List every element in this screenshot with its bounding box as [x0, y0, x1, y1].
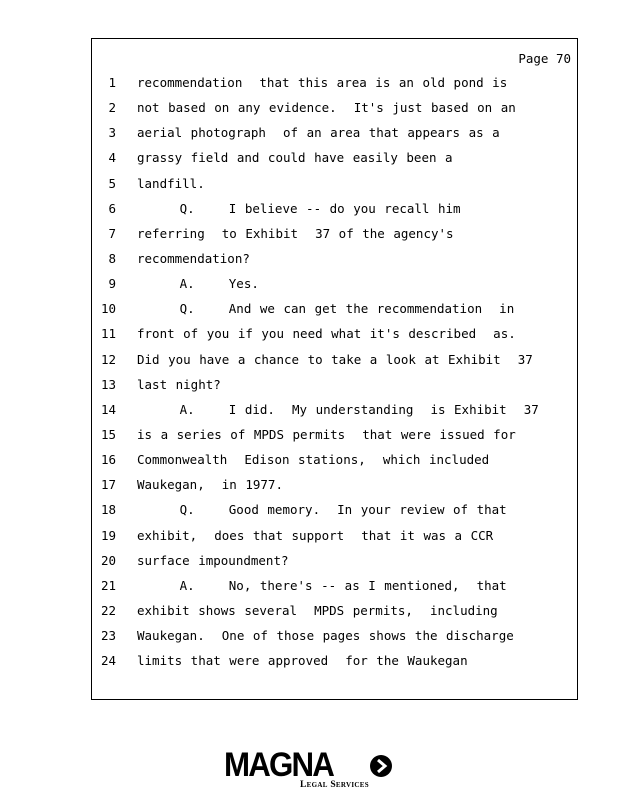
- line-number: 4: [108, 150, 116, 166]
- transcript-line: [92, 397, 577, 422]
- line-number: 21: [100, 577, 116, 593]
- line-number: 14: [100, 401, 116, 417]
- line-text: exhibit shows several MPDS permits, including: [137, 602, 498, 618]
- transcript-line: [92, 497, 577, 522]
- line-number: 22: [100, 602, 116, 618]
- line-number: 20: [100, 552, 116, 568]
- line-text: aerial photograph of an area that appears as a: [137, 125, 500, 141]
- line-text: A. No, there's -- as I mentioned, that: [137, 577, 507, 593]
- arrow-right-circle-icon: [369, 754, 393, 778]
- transcript-line: [92, 623, 577, 648]
- line-text: surface impoundment?: [137, 552, 289, 568]
- line-text: landfill.: [137, 175, 205, 191]
- line-number: 6: [108, 200, 116, 216]
- line-text: Waukegan, in 1977.: [137, 477, 283, 493]
- line-number: 9: [108, 276, 116, 292]
- magna-logo: [224, 748, 396, 792]
- line-text: not based on any evidence. It's just based on an: [137, 100, 516, 116]
- logo-subtitle: Legal Services: [300, 780, 369, 790]
- transcript-line: [92, 70, 577, 95]
- line-text: limits that were approved for the Waukegan: [137, 653, 468, 669]
- line-number: 7: [108, 225, 116, 241]
- page-number: Page 70: [518, 51, 571, 66]
- line-number: 1: [108, 75, 116, 90]
- line-number: 12: [100, 351, 116, 367]
- transcript-line: [92, 648, 577, 673]
- transcript-line: [92, 598, 577, 623]
- transcript-line: [92, 171, 577, 196]
- line-text: A. I did. My understanding is Exhibit 37: [137, 401, 539, 417]
- line-text: Waukegan. One of those pages shows the discharge: [137, 628, 514, 644]
- transcript-lines: [92, 70, 577, 673]
- line-text: recommendation that this area is an old pond is: [137, 75, 508, 90]
- line-number: 19: [100, 527, 116, 543]
- line-text: grassy field and could have easily been a: [137, 150, 453, 166]
- line-text: exhibit, does that support that it was a CCR: [137, 527, 494, 543]
- transcript-line: [92, 221, 577, 246]
- transcript-line: [92, 196, 577, 221]
- line-text: last night?: [137, 376, 221, 392]
- line-number: 11: [100, 326, 116, 342]
- line-text: Q. And we can get the recommendation in: [137, 301, 515, 317]
- transcript-line: [92, 271, 577, 296]
- line-number: 13: [100, 376, 116, 392]
- line-text: Did you have a chance to take a look at Exhibit 37: [137, 351, 533, 367]
- transcript-line: [92, 321, 577, 346]
- line-number: 8: [108, 250, 116, 266]
- line-number: 2: [108, 100, 116, 116]
- transcript-line: [92, 447, 577, 472]
- transcript-line: [92, 472, 577, 497]
- line-number: 10: [100, 301, 116, 317]
- line-text: referring to Exhibit 37 of the agency's: [137, 225, 454, 241]
- transcript-line: [92, 372, 577, 397]
- transcript-line: [92, 296, 577, 321]
- line-number: 24: [100, 653, 116, 669]
- line-number: 23: [100, 628, 116, 644]
- line-text: Commonwealth Edison stations, which included: [137, 452, 490, 468]
- transcript-line: [92, 246, 577, 271]
- line-number: 3: [108, 125, 116, 141]
- logo-wordmark: MAGNA: [224, 746, 333, 784]
- line-number: 5: [108, 175, 116, 191]
- line-text: front of you if you need what it's described as.: [137, 326, 516, 342]
- transcript-line: [92, 523, 577, 548]
- line-number: 17: [100, 477, 116, 493]
- transcript-line: [92, 548, 577, 573]
- line-text: recommendation?: [137, 250, 250, 266]
- line-number: 15: [100, 426, 116, 442]
- line-text: is a series of MPDS permits that were issued for: [137, 426, 516, 442]
- transcript-page: [91, 38, 578, 700]
- line-text: A. Yes.: [137, 276, 259, 292]
- transcript-line: [92, 95, 577, 120]
- line-number: 18: [100, 502, 116, 518]
- transcript-line: [92, 347, 577, 372]
- line-text: Q. I believe -- do you recall him: [137, 200, 461, 216]
- line-number: 16: [100, 452, 116, 468]
- line-text: Q. Good memory. In your review of that: [137, 502, 507, 518]
- transcript-line: [92, 145, 577, 170]
- transcript-line: [92, 573, 577, 598]
- transcript-line: [92, 422, 577, 447]
- transcript-line: [92, 120, 577, 145]
